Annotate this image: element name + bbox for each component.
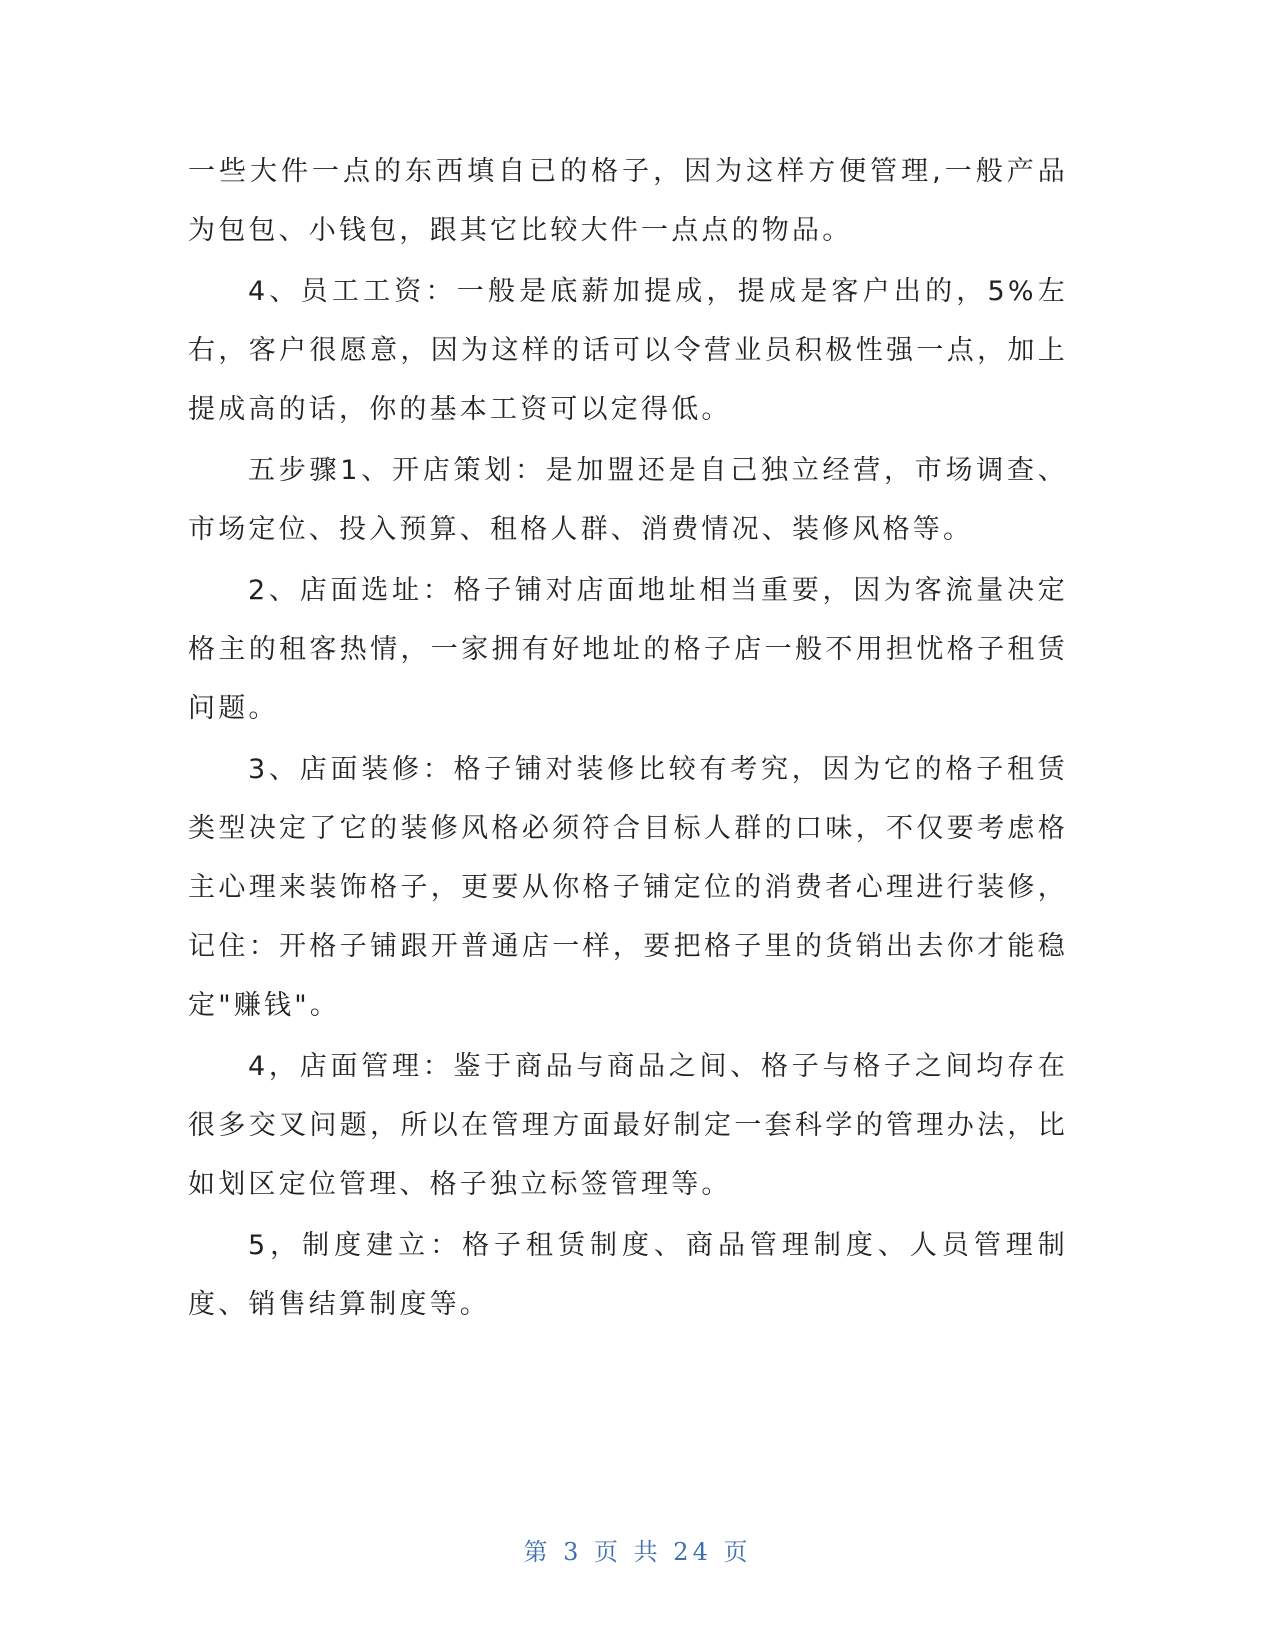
paragraph-decoration: 3、店面装修：格子铺对装修比较有考究，因为它的格子租赁类型决定了它的装修风格必须符合目标人群的口味，不仅要考虑格主心理来装饰格子，更要从你格子铺定位的消费者心理进行装修，记住：开格子铺跟开普通店一样，要把格子里的货销出去你才能稳定"赚钱"。	[188, 754, 1068, 1021]
paragraph-system-setup: 5，制度建立：格子租赁制度、商品管理制度、人员管理制度、销售结算制度等。	[188, 1230, 1068, 1320]
paragraph-store-management: 4，店面管理：鉴于商品与商品之间、格子与格子之间均存在很多交叉问题，所以在管理方面最好制定一套科学的管理办法，比如划区定位管理、格子独立标签管理等。	[188, 1051, 1068, 1200]
paragraph-site-selection: 2、店面选址：格子铺对店面地址相当重要，因为客流量决定格主的租客热情，一家拥有好地址的格子店一般不用担忧格子租赁问题。	[188, 575, 1068, 724]
paragraph-store-planning: 五步骤1、开店策划：是加盟还是自己独立经营，市场调查、市场定位、投入预算、租格人群、消费情况、装修风格等。	[188, 455, 1068, 545]
paragraph-staff-wages: 4、员工工资：一般是底薪加提成，提成是客户出的，5%左右，客户很愿意，因为这样的话可以令营业员积极性强一点，加上提成高的话，你的基本工资可以定得低。	[188, 276, 1068, 425]
page-number-footer: 第 3 页 共 24 页	[523, 1538, 752, 1566]
paragraph-continuation: 一些大件一点的东西填自已的格子，因为这样方便管理,一般产品为包包、小钱包，跟其它比较大件一点点的物品。	[188, 156, 1068, 246]
document-body	[188, 142, 1068, 1334]
